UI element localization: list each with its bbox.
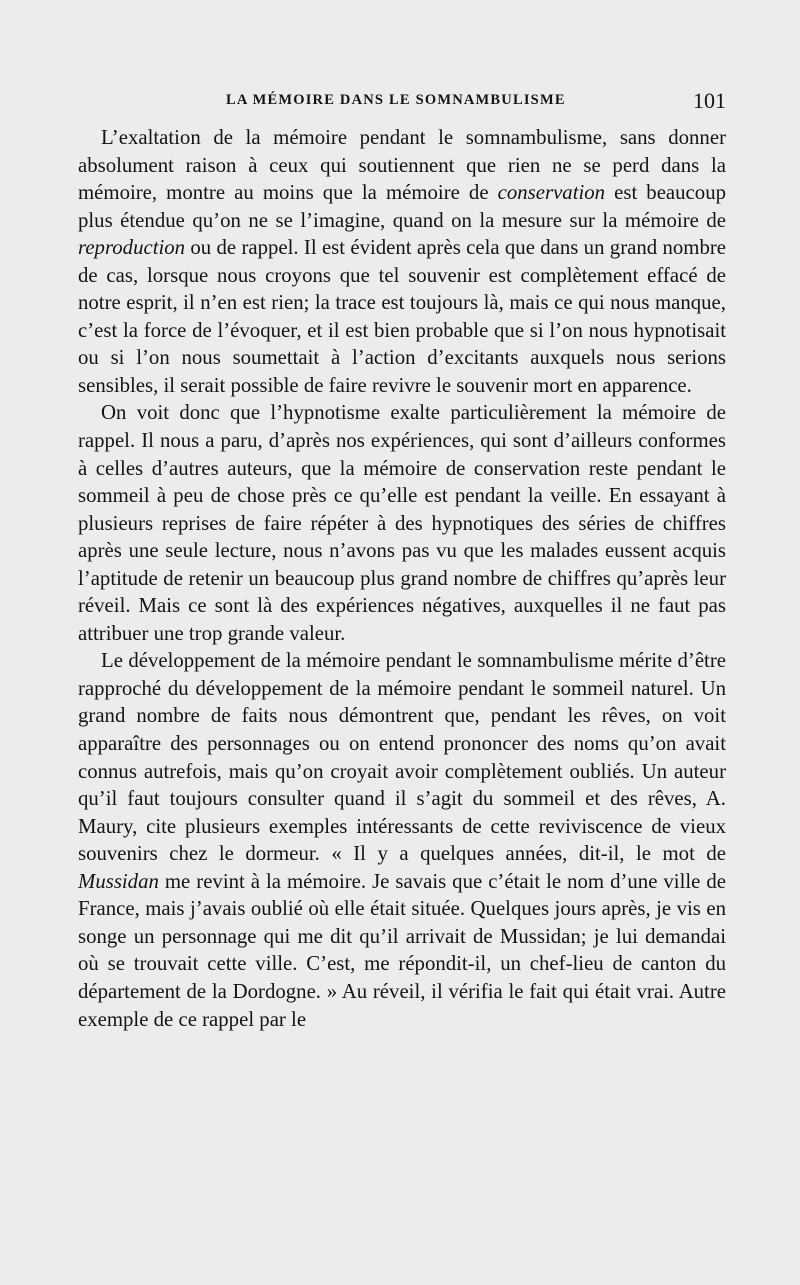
italic-term: Mussidan (78, 869, 159, 893)
running-title: LA MÉMOIRE DANS LE SOMNAMBULISME (226, 92, 566, 108)
text-segment: Le développement de la mémoire pendant le somnambulisme mérite d’être rapproché du développement de la mémoire pendant le sommeil naturel. Un grand nombre de faits nous démontrent que, pendant les rêves, on voit apparaître des personnages ou on entend prononcer des noms qu’on avait connus autrefois, mais qu’on croyait avoir complètement oubliés. Un auteur qu’il faut toujours consulter quand il s’agit du sommeil et des rêves, A. Maury, cite plusieurs exemples intéressants de cette reviviscence de vieux souvenirs chez le dormeur. « Il y a quelques années, dit-il, le mot de (78, 649, 726, 866)
text-segment: me revint à la mémoire. Je savais que c’était le nom d’une ville de France, mais j’avais oublié où elle était située. Quelques jours après, je vis en songe un personnage qui me dit qu’il arrivait de Mussidan; je lui demandai où se trouvait cette ville. C’est, me répondit-il, un chef-lieu de canton du département de la Dordogne. » Au réveil, il vérifia le fait qui était vrai. Autre exemple de ce rappel par le (78, 869, 726, 1031)
paragraph (78, 647, 726, 1033)
body-text (78, 124, 726, 1033)
paragraph (78, 399, 726, 647)
text-segment: ou de rappel. Il est évident après cela que dans un grand nombre de cas, lorsque nous croyons que tel souvenir est complètement effacé de notre esprit, il n’en est rien; la trace est toujours là, mais ce qui nous manque, c’est la force de l’évoquer, et il est bien probable que si l’on nous hypnotisait ou si l’on nous soumettait à l’action d’excitants auxquels nous serions sensibles, il serait possible de faire revivre le souvenir mort en apparence. (78, 236, 726, 397)
text-segment: L’exaltation de la mémoire pendant le somnambulisme, sans donner absolument raison à ceux qui soutiennent que rien ne se perd dans la mémoire, montre au moins que la mémoire de (78, 126, 726, 205)
page-header (78, 88, 726, 116)
italic-term: reproduction (78, 236, 186, 260)
text-segment: est beaucoup plus étendue qu’on ne se l’imagine, quand on la mesure sur la mémoire de (78, 181, 726, 232)
italic-term: conservation (497, 181, 606, 205)
page-number: 101 (693, 88, 726, 113)
paragraph (78, 124, 726, 399)
text-segment: On voit donc que l’hypnotisme exalte particulièrement la mémoire de rappel. Il nous a paru, d’après nos expériences, qui sont d’ailleurs conformes à celles d’autres auteurs, que la mémoire de conservation reste pendant le sommeil à peu de chose près ce qu’elle est pendant la veille. En essayant à plusieurs reprises de faire répéter à des hypnotiques des séries de chiffres après une seule lecture, nous n’avons pas vu que les malades eussent acquis l’aptitude de retenir un beaucoup plus grand nombre de chiffres qu’après leur réveil. Mais ce sont là des expériences négatives, auxquelles il ne faut pas attribuer une trop grande valeur. (78, 401, 726, 645)
